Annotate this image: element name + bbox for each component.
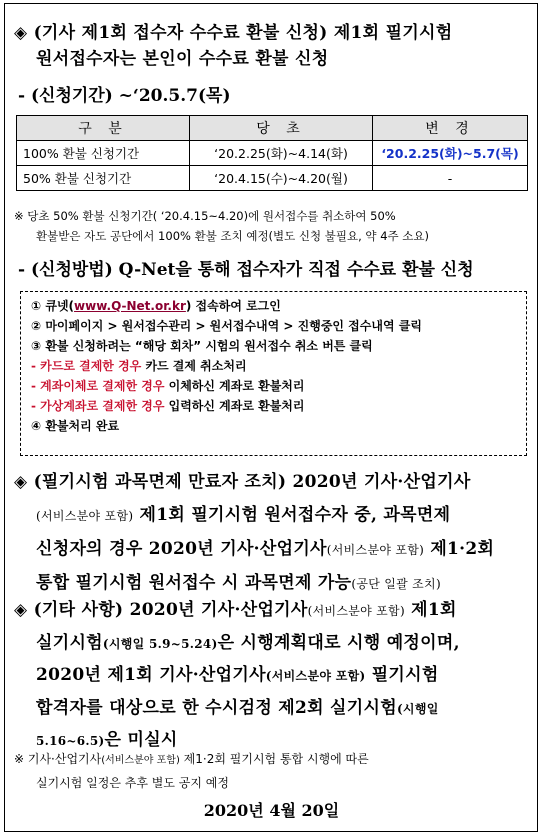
table-cell: -: [373, 166, 528, 191]
step-4: ④ 환불처리 완료: [31, 419, 120, 433]
exemption-text: 신청자의 경우 2020년 기사·산업기사: [36, 539, 327, 559]
step-text: 큐넷(: [45, 299, 75, 313]
other-text: 실기시험: [36, 632, 103, 653]
other-note: (서비스분야 포함): [265, 669, 366, 683]
table-cell: ‘20.2.25(화)~4.14(화): [190, 141, 373, 166]
table-cell: ‘20.4.15(수)~4.20(월): [190, 166, 373, 191]
step-3-virtual: [31, 396, 516, 416]
other-text: 2020년 제1회 기사·산업기사: [36, 665, 266, 685]
refund-period-table: [16, 115, 528, 191]
step-3: ③ 환불 신청하려는 “해당 회차” 시험의 원서접수 취소 버튼 클릭: [31, 339, 373, 353]
exemption-note: (서비스분야 포함): [36, 509, 134, 523]
section-exemption: [14, 466, 526, 601]
schedule-note-line2: 실기시험 일정은 추후 별도 공지 예정: [36, 776, 229, 790]
exemption-note: (서비스분야 포함): [326, 543, 425, 557]
other-line2: [14, 628, 526, 661]
steps-box: [20, 291, 527, 456]
table-header: 변 경: [373, 116, 528, 141]
exemption-line1: ◈ (필기시험 과목면제 만료자 조치) 2020년 기사·산업기사: [14, 472, 471, 492]
exemption-text: 통합 필기시험 원서접수 시 과목면제 가능: [36, 573, 352, 593]
qnet-link[interactable]: www.Q-Net.or.kr: [74, 299, 186, 313]
table-row: [17, 166, 528, 191]
table-header-row: [17, 116, 528, 141]
note-small: (서비스분야 포함): [101, 755, 180, 766]
table-header: 당 초: [190, 116, 373, 141]
step-1: [31, 296, 516, 316]
step-text: 카드 결제 취소처리: [141, 359, 247, 373]
section-refund-line2: 원서접수자는 본인이 수수료 환불 신청: [36, 49, 329, 69]
other-text: ◈ (기타 사항) 2020년 기사·산업기사: [14, 600, 308, 620]
exemption-text: 제1회 필기시험 원서접수자 중, 과목면제: [133, 505, 451, 525]
note-text: 제1·2회 필기시험 통합 시행에 따른: [179, 752, 369, 766]
other-text: 은 미실시: [104, 730, 178, 750]
application-period: - (신청기간) ~‘20.5.7(목): [18, 86, 231, 106]
exemption-text: 제1·2회: [424, 539, 495, 559]
exemption-line2: [14, 499, 526, 533]
section-other: [14, 595, 526, 758]
section-refund-line1: ◈ (기사 제1회 접수자 수수료 환불 신청) 제1회 필기시험: [14, 23, 453, 43]
step-text: 이체하신 계좌로 환불처리: [164, 379, 305, 393]
table-cell: 100% 환불 신청기간: [17, 141, 190, 166]
other-text: 필기시험: [365, 665, 439, 685]
other-note: (시행일: [396, 701, 439, 716]
step-text: 입력하신 계좌로 환불처리: [164, 399, 305, 413]
step-condition: - 카드로 결제한 경우: [31, 359, 142, 373]
note-text: ※ 기사·산업기사: [14, 752, 102, 766]
step-condition: - 가상계좌로 결제한 경우: [31, 399, 165, 413]
refund-note-line1: ※ 당초 50% 환불 신청기간( ‘20.4.15~4.20)에 원서접수를 취소하여 50%: [14, 209, 396, 223]
other-line1: [14, 600, 457, 620]
schedule-note: [14, 748, 528, 794]
step-3-card: [31, 356, 516, 376]
refund-note-line2: 환불받은 자도 공단에서 100% 환불 조치 예정(별도 신청 불필요, 약 4주 소요): [36, 229, 429, 243]
other-line4: [14, 693, 526, 726]
other-line3: [14, 660, 526, 693]
exemption-note: (공단 일괄 조치): [351, 577, 441, 591]
exemption-line3: [14, 533, 526, 567]
step-number: ①: [31, 299, 42, 313]
other-text: 합격자를 대상으로 한 수시검정 제2회 실기시험: [36, 697, 397, 718]
table-header: 구 분: [17, 116, 190, 141]
other-note: (서비스분야 포함): [307, 604, 405, 618]
application-method: - (신청방법) Q-Net을 통해 접수자가 직접 수수료 환불 신청: [18, 260, 474, 280]
other-note: 5.16~6.5): [36, 734, 105, 748]
refund-note: [14, 206, 528, 246]
table-cell: 50% 환불 신청기간: [17, 166, 190, 191]
other-text: 제1회: [404, 600, 457, 620]
other-note: (시행일 5.9~5.24): [102, 636, 218, 651]
table-cell-changed: ‘20.2.25(화)~5.7(목): [373, 141, 528, 166]
schedule-note-line1: [14, 752, 369, 766]
step-2: ② 마이페이지 > 원서접수관리 > 원서접수내역 > 진행중인 접수내역 클릭: [31, 319, 422, 333]
step-condition: - 계좌이체로 결제한 경우: [31, 379, 165, 393]
table-row: [17, 141, 528, 166]
section-refund-heading: [14, 20, 526, 72]
other-text: 은 시행계획대로 시행 예정이며,: [217, 632, 460, 653]
step-3-transfer: [31, 376, 516, 396]
step-text: ) 접속하여 로그인: [185, 299, 281, 313]
document-date: 2020년 4월 20일: [203, 801, 340, 820]
